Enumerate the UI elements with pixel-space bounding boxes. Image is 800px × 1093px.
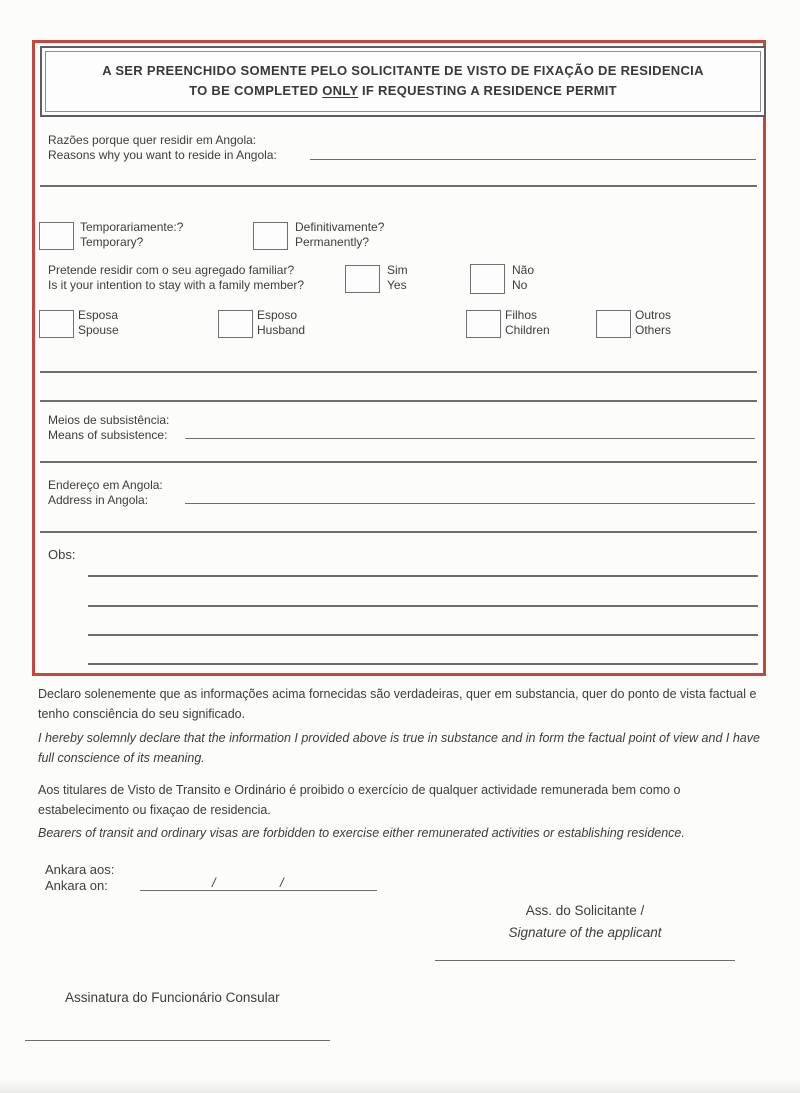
declaration-pt-2: Aos titulares de Visto de Transito e Ordinário é proibido o exercício de qualquer actividade remunerada bem como o estabelecimento ou fixaçao de residencia.: [38, 783, 681, 817]
checkbox-others[interactable]: [596, 310, 631, 338]
applicant-signature-caption: [435, 900, 735, 943]
husband-label-pt: Esposo: [257, 308, 298, 322]
spouse-label-en: Spouse: [78, 323, 119, 337]
spouse-label-pt: Esposa: [78, 308, 119, 322]
no-label-en: No: [512, 278, 528, 292]
declaration-en-1: I hereby solemnly declare that the information I provided above is true in substance and in form the factual point of view and I have full conscience of its meaning.: [38, 731, 760, 765]
checkbox-husband[interactable]: [218, 310, 253, 338]
applicant-signature-line[interactable]: [435, 960, 735, 961]
header-title-pt: A SER PREENCHIDO SOMENTE PELO SOLICITANTE DE VISTO DE FIXAÇÃO DE RESIDENCIA: [102, 63, 704, 78]
subsistence-label-pt: Meios de subsistência:: [48, 413, 170, 427]
declaration-pt-1: Declaro solenemente que as informações acima fornecidas são verdadeiras, quer em substancia, quer do ponto de vista factual e tenho consciência do seu significado.: [38, 687, 757, 721]
family-write-line-1[interactable]: [40, 371, 757, 373]
date-write-line[interactable]: [140, 890, 377, 891]
yes-label-pt: Sim: [387, 263, 408, 277]
others-label-pt: Outros: [635, 308, 672, 322]
header-underlined-only: ONLY: [322, 83, 359, 99]
declaration-en-2: Bearers of transit and ordinary visas are forbidden to exercise either remunerated activities or establishing residence.: [38, 826, 685, 840]
checkbox-no[interactable]: [470, 264, 505, 294]
checkbox-permanent[interactable]: [253, 222, 288, 250]
checkbox-children[interactable]: [466, 310, 501, 338]
reasons-label-pt: Razões porque quer residir em Angola:: [48, 133, 257, 147]
husband-label-en: Husband: [257, 323, 306, 337]
family-question-pt: Pretende residir com o seu agregado familiar?: [48, 263, 295, 277]
date-label-en: Ankara on:: [45, 878, 108, 893]
reasons-write-line-1[interactable]: [310, 159, 756, 160]
address-label-en: Address in Angola:: [48, 493, 149, 507]
address-write-line[interactable]: [185, 503, 755, 504]
subsistence-write-line[interactable]: [185, 438, 755, 439]
checkbox-temporary[interactable]: [39, 222, 74, 250]
children-label-en: Children: [505, 323, 550, 337]
header-box: [40, 46, 766, 117]
applicant-signature-caption-en: Signature of the applicant: [508, 924, 662, 940]
obs-write-line-3[interactable]: [88, 634, 758, 636]
checkbox-spouse[interactable]: [39, 310, 74, 338]
reasons-write-line-2[interactable]: [40, 185, 757, 187]
children-label-pt: Filhos: [505, 308, 538, 322]
obs-write-line-2[interactable]: [88, 605, 758, 607]
permanent-label-en: Permanently?: [295, 235, 370, 249]
subsistence-label-en: Means of subsistence:: [48, 428, 168, 442]
date-slash-2: /: [280, 875, 284, 890]
address-write-line-2[interactable]: [40, 531, 757, 533]
subsistence-write-line-2[interactable]: [40, 461, 757, 463]
applicant-signature-caption-pt: Ass. do Solicitante /: [525, 903, 645, 918]
checkbox-yes[interactable]: [345, 265, 380, 293]
family-write-line-2[interactable]: [40, 400, 757, 402]
address-label-pt: Endereço em Angola:: [48, 478, 163, 492]
no-label-pt: Não: [512, 263, 535, 277]
date-slash-1: /: [212, 875, 216, 890]
obs-label: Obs:: [48, 547, 76, 562]
permanent-label-pt: Definitivamente?: [295, 220, 385, 234]
obs-write-line-1[interactable]: [88, 575, 758, 577]
date-label-pt: Ankara aos:: [45, 862, 115, 877]
obs-write-line-4[interactable]: [88, 663, 758, 665]
yes-label-en: Yes: [387, 278, 407, 292]
reasons-label-en: Reasons why you want to reside in Angola:: [48, 148, 277, 162]
others-label-en: Others: [635, 323, 672, 337]
header-title-en: TO BE COMPLETED ONLY IF REQUESTING A RESIDENCE PERMIT: [189, 83, 617, 99]
family-question-en: Is it your intention to stay with a family member?: [48, 278, 305, 292]
consular-signature-label: Assinatura do Funcionário Consular: [65, 990, 280, 1005]
temporary-label-en: Temporary?: [80, 235, 144, 249]
temporary-label-pt: Temporariamente:?: [80, 220, 184, 234]
consular-signature-line[interactable]: [25, 1040, 330, 1041]
